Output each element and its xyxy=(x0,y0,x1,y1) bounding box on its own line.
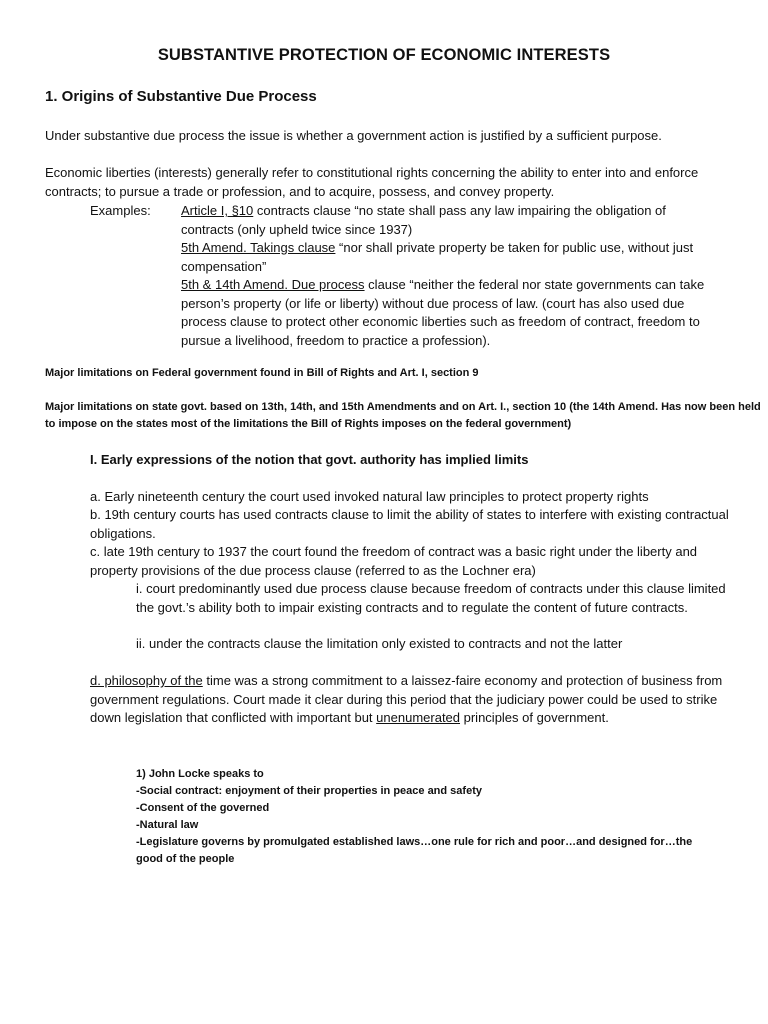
locke-line: -Natural law xyxy=(136,819,199,831)
economic-liberties-paragraph: Economic liberties (interests) generally refer to constitutional rights concerning the ability to enter into and enforce contracts; to pursue a trade or profession, and to acquire, possess, and convey property. xyxy=(45,165,699,199)
locke-line: -Legislature governs by promulgated established laws…one rule for rich and poor…and designed for…the xyxy=(136,836,693,848)
item-c-ii: ii. under the contracts clause the limitation only existed to contracts and not the latter xyxy=(136,636,623,651)
item-d xyxy=(90,672,730,728)
intro-paragraph: Under substantive due process the issue is whether a government action is justified by a sufficient purpose. xyxy=(45,128,662,143)
example-takings-clause xyxy=(181,239,721,276)
locke-list xyxy=(136,766,736,868)
section-heading-origins: 1. Origins of Substantive Due Process xyxy=(45,88,317,105)
item-c-i: i. court predominantly used due process clause because freedom of contracts under this clause limited the govt.’s ability both to impair existing contracts and to regulate the content of future contracts. xyxy=(136,581,726,615)
locke-line: -Social contract: enjoyment of their properties in peace and safety xyxy=(136,785,482,797)
item-a: a. Early nineteenth century the court used invoked natural law principles to protect property rights xyxy=(90,489,649,504)
example-contracts-clause xyxy=(181,202,721,239)
item-d-text: time was a strong commitment to a laissez-faire economy and protection of business from government regulations. Court made it clear during this period that the judiciary power could be used to strike down legislation that conflicted with important but xyxy=(90,673,723,725)
example-link: 5th & 14th Amend. Due process xyxy=(181,277,365,292)
example-due-process xyxy=(181,276,721,350)
item-d-text-end: principles of government. xyxy=(460,710,609,725)
example-link: 5th Amend. Takings clause xyxy=(181,240,336,255)
example-text: “nor shall private property be taken for public use, without just compensation” xyxy=(181,240,694,274)
example-text: contracts clause “no state shall pass any law impairing the obligation of contracts (only upheld twice since 1937) xyxy=(181,203,666,237)
item-c: c. late 19th century to 1937 the court found the freedom of contract was a basic right under the liberty and property provisions of the due process clause (referred to as the Lochner era) xyxy=(90,544,698,578)
locke-line: 1) John Locke speaks to xyxy=(136,768,264,780)
document-title: SUBSTANTIVE PROTECTION OF ECONOMIC INTERESTS xyxy=(157,46,611,64)
section-heading-early-expressions: I. Early expressions of the notion that govt. authority has implied limits xyxy=(90,452,529,467)
item-d-underlined: d. philosophy of the xyxy=(90,673,203,688)
example-text: clause “neither the federal nor state governments can take person’s property (or life or liberty) without due process of law. (court has also used due process clause to protect other economic liberties such as freedom of contract, freedom to pursue a livelihood, freedom to practice a profession). xyxy=(181,277,705,348)
item-d-unenumerated: unenumerated xyxy=(376,710,461,725)
locke-line: good of the people xyxy=(136,853,235,865)
state-limitations: Major limitations on state govt. based on 13th, 14th, and 15th Amendments and on Art. I., section 10 (the 14th Amend. Has now been held to impose on the states most of the limitations the Bill of Rights imposes on the federal government) xyxy=(45,401,761,430)
example-link: Article I, §10 xyxy=(181,203,254,218)
examples-list xyxy=(181,202,721,350)
examples-label: Examples: xyxy=(90,203,151,218)
locke-line: -Consent of the governed xyxy=(136,802,270,814)
federal-limitations: Major limitations on Federal government found in Bill of Rights and Art. I, section 9 xyxy=(45,367,479,379)
item-b: b. 19th century courts has used contracts clause to limit the ability of states to interfere with existing contractual obligations. xyxy=(90,507,729,541)
